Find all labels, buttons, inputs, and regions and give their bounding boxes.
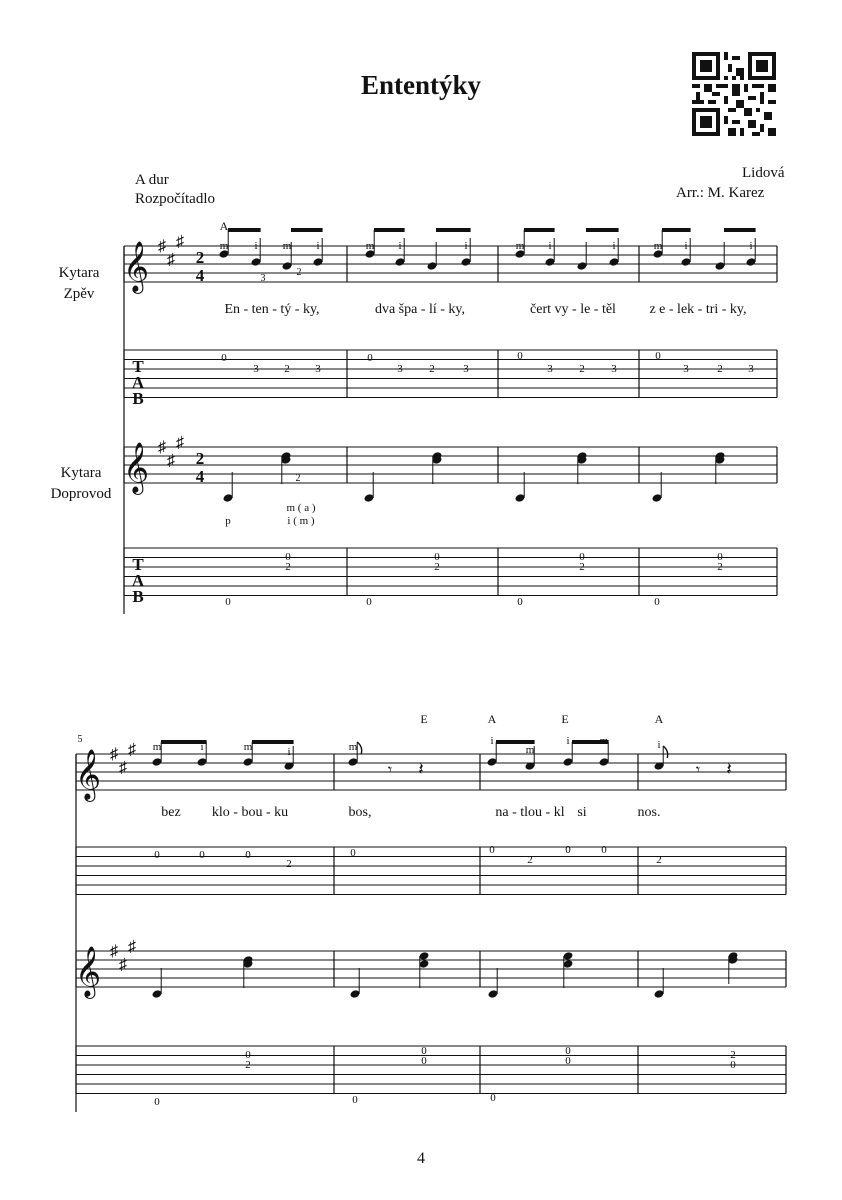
tab-fret-number: 0 [654, 596, 660, 608]
right-hand-fingering: m [653, 240, 663, 252]
beam [228, 228, 261, 232]
lyric-text: En - ten - tý - ky, [224, 302, 320, 317]
tab-clef-letter: T [132, 357, 144, 376]
treble-clef-icon: 𝄞 [122, 443, 150, 492]
fingering-number: 2 [296, 267, 302, 278]
right-hand-fingering: i [612, 240, 616, 252]
fingering-number: 3 [260, 273, 266, 284]
tab-fret-number: 0 [489, 844, 495, 856]
tab-fret-number: 0 [517, 350, 523, 362]
tab-fret-number: 3 [253, 363, 259, 375]
sharp-icon: ♯ [167, 251, 175, 269]
right-hand-fingering: m [243, 741, 253, 753]
right-hand-fingering: m [525, 744, 535, 756]
tab-fret-number: 0 [221, 352, 227, 364]
key-label: A dur [135, 172, 169, 188]
chord-symbol: E [561, 712, 569, 726]
tab-fret-number: 0 [717, 551, 723, 563]
tab-fret-number: 3 [547, 363, 553, 375]
tab-fret-number: 2 [285, 561, 291, 573]
tab-fret-number: 0 [245, 1049, 251, 1061]
tab-fret-number: 0 [565, 1055, 571, 1067]
tab-fret-number: 2 [656, 854, 662, 866]
tab-fret-number: 2 [579, 363, 585, 375]
sharp-icon: ♯ [167, 452, 175, 470]
tab-fret-number: 0 [225, 596, 231, 608]
genre-label: Rozpočítadlo [135, 191, 215, 207]
right-hand-fingering: m [365, 240, 375, 252]
eighth-rest-icon: 𝄾 [387, 762, 393, 779]
tab-fret-number: 0 [352, 1094, 358, 1106]
chord-symbol: A [219, 219, 229, 233]
sharp-icon: ♯ [128, 938, 136, 956]
right-hand-fingering: i [287, 746, 291, 758]
tab-fret-number: 2 [579, 561, 585, 573]
tab-clef-letter: T [132, 555, 144, 574]
time-signature-top: 2 [195, 449, 205, 468]
tab-fret-number: 3 [683, 363, 689, 375]
right-hand-fingering: i [684, 240, 688, 252]
tab-fret-number: 2 [434, 561, 440, 573]
tab-fret-number: 0 [490, 1092, 496, 1104]
chord-symbol: E [420, 712, 428, 726]
accomp-instrument-name: Kytara [60, 465, 102, 481]
tab-fret-number: 0 [366, 596, 372, 608]
chord-symbol: A [487, 712, 497, 726]
treble-clef-icon: 𝄞 [74, 750, 102, 799]
tab-fret-number: 0 [199, 849, 205, 861]
tab-fret-number: 0 [517, 596, 523, 608]
right-hand-fingering: i [490, 735, 494, 747]
voice-instrument-name: Kytara [58, 265, 100, 281]
tab-clef-letter: A [131, 373, 145, 392]
lyric-text: čert vy - le - těl [530, 302, 616, 317]
beam [586, 228, 619, 232]
right-hand-fingering: m [282, 240, 292, 252]
tab-fret-number: 3 [397, 363, 403, 375]
lyric-text: bos, [348, 805, 372, 820]
right-hand-fingering: i [200, 741, 204, 753]
right-hand-fingering: i [464, 240, 468, 252]
tab-fret-number: 0 [565, 844, 571, 856]
sharp-icon: ♯ [119, 956, 127, 974]
time-signature-bottom: 4 [195, 266, 205, 285]
quarter-rest-icon: 𝄽 [726, 759, 732, 779]
tab-fret-number: 3 [611, 363, 617, 375]
tab-fret-number: 2 [429, 363, 435, 375]
tab-fret-number: 0 [421, 1055, 427, 1067]
tab-fret-number: 0 [154, 1096, 160, 1108]
sharp-icon: ♯ [119, 759, 127, 777]
lyric-text: klo - bou - ku [211, 805, 289, 820]
treble-clef-icon: 𝄞 [122, 242, 150, 291]
tab-fret-number: 0 [601, 844, 607, 856]
right-hand-fingering: i [657, 739, 661, 751]
sharp-icon: ♯ [176, 434, 184, 452]
beam [662, 228, 691, 232]
accomp-instrument-role: Doprovod [50, 486, 112, 502]
measure-number: 5 [77, 734, 83, 745]
tab-fret-number: 2 [245, 1059, 251, 1071]
right-hand-fingering: m [599, 735, 609, 747]
tab-fret-number: 0 [245, 849, 251, 861]
voice-instrument-role: Zpěv [63, 286, 95, 302]
tab-fret-number: 2 [286, 858, 292, 870]
tab-fret-number: 3 [315, 363, 321, 375]
beam [524, 228, 555, 232]
eighth-rest-icon: 𝄾 [695, 762, 701, 779]
fingering-number: 2 [295, 473, 301, 484]
tab-fret-number: 0 [421, 1045, 427, 1057]
tab-fret-number: 3 [463, 363, 469, 375]
tab-fret-number: 0 [350, 847, 356, 859]
beam [252, 740, 294, 744]
lyric-text: na - tlou - kl [495, 805, 565, 820]
sharp-icon: ♯ [158, 238, 166, 255]
sharp-icon: ♯ [110, 746, 118, 763]
tab-fret-number: 2 [730, 1049, 736, 1061]
tab-fret-number: 2 [527, 854, 533, 866]
right-hand-fingering: i [749, 240, 753, 252]
tab-clef-letter: B [132, 389, 144, 408]
sharp-icon: ♯ [128, 741, 136, 759]
right-hand-fingering: m [348, 741, 358, 753]
note-flag [663, 746, 668, 758]
arranger-label: Arr.: M. Karez [676, 185, 765, 201]
note-flag [357, 742, 362, 754]
sharp-icon: ♯ [176, 233, 184, 251]
right-hand-fingering: m [152, 741, 162, 753]
tab-fret-number: 2 [717, 363, 723, 375]
sharp-icon: ♯ [158, 439, 166, 456]
right-hand-fingering: m [219, 240, 229, 252]
tab-fret-number: 0 [565, 1045, 571, 1057]
lyric-text: nos. [637, 805, 661, 820]
treble-clef-icon: 𝄞 [74, 947, 102, 996]
lyric-text: z e - lek - tri - ky, [649, 302, 747, 317]
tab-fret-number: 0 [434, 551, 440, 563]
lyric-text: si [577, 805, 587, 820]
right-hand-fingering: m [515, 240, 525, 252]
lyric-text: bez [161, 805, 181, 820]
time-signature-bottom: 4 [195, 467, 205, 486]
song-title: Ententýky [360, 70, 482, 100]
sharp-icon: ♯ [110, 943, 118, 960]
tab-fret-number: 0 [655, 350, 661, 362]
tab-fret-number: 0 [579, 551, 585, 563]
right-hand-fingering: i [398, 240, 402, 252]
right-hand-fingering: i [316, 240, 320, 252]
tab-fret-number: 0 [730, 1059, 736, 1071]
composer-label: Lidová [742, 165, 785, 181]
right-hand-fingering: i ( m ) [287, 515, 315, 527]
tab-fret-number: 2 [284, 363, 290, 375]
beam [374, 228, 405, 232]
beam [291, 228, 323, 232]
right-hand-fingering: i [548, 240, 552, 252]
tab-clef-letter: A [131, 571, 145, 590]
right-hand-fingering: p [225, 515, 231, 527]
right-hand-fingering: i [254, 240, 258, 252]
quarter-rest-icon: 𝄽 [418, 759, 424, 779]
time-signature-top: 2 [195, 248, 205, 267]
tab-fret-number: 3 [748, 363, 754, 375]
right-hand-fingering: m ( a ) [286, 502, 316, 514]
beam [436, 228, 471, 232]
page-number: 4 [417, 1150, 425, 1167]
lyric-text: dva špa - lí - ky, [374, 302, 466, 317]
tab-clef-letter: B [132, 587, 144, 606]
right-hand-fingering: i [566, 735, 570, 747]
beam [724, 228, 756, 232]
tab-fret-number: 0 [367, 352, 373, 364]
tab-fret-number: 2 [717, 561, 723, 573]
chord-symbol: A [654, 712, 664, 726]
tab-fret-number: 0 [285, 551, 291, 563]
tab-fret-number: 0 [154, 849, 160, 861]
